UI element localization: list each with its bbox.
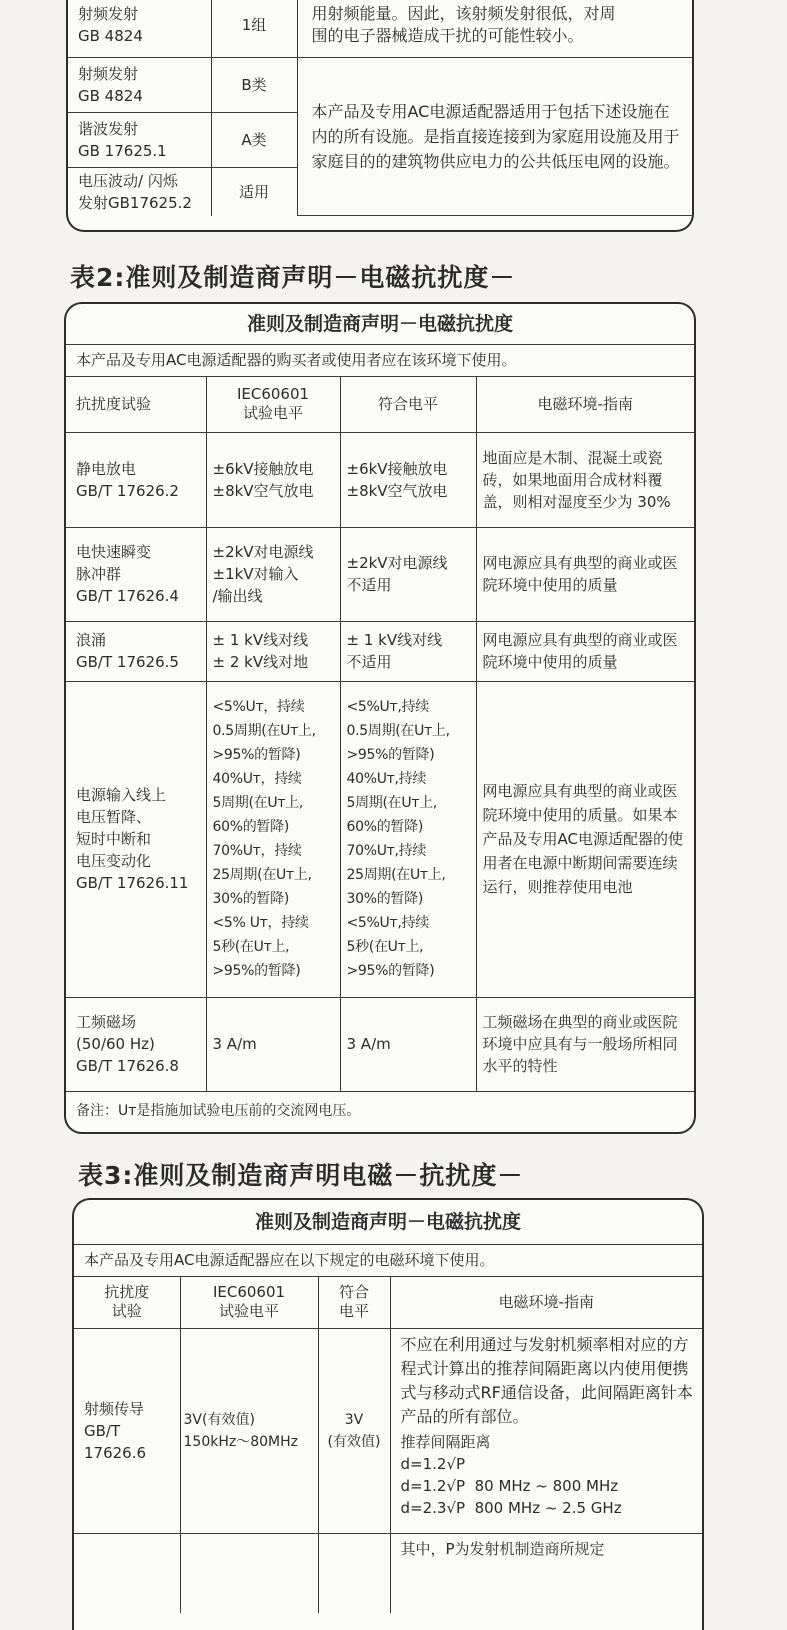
compliance-cell [318,1533,390,1613]
iec-level-cell: 3 A/m [206,997,340,1091]
compliance-cell: ±2kV对电源线 不适用 [340,527,476,621]
table-row [66,621,694,681]
compliance-cell: ±6kV接触放电 ±8kV空气放电 [340,432,476,527]
guidance-cell: 地面应是木制、混凝土或瓷砖，如果地面用合成材料覆盖，则相对湿度至少为 30% [476,432,694,527]
test-cell: 谐波发射 GB 17625.1 [68,112,211,167]
test-cell: 射频发射 GB 4824 [68,0,211,57]
header-cell: IEC60601 试验电平 [206,376,340,432]
table3 [74,1200,702,1613]
table-row [66,432,694,527]
test-cell [74,1533,180,1613]
iec-level-cell: 3V(有效值) 150kHz～80MHz [180,1328,318,1533]
test-cell: 电快速瞬变 脉冲群 GB/T 17626.4 [66,527,206,621]
formula-line: d=1.2√P 80 MHz ~ 800 MHz [400,1476,619,1495]
guidance-cell: 网电源应具有典型的商业或医院环境中使用的质量 [476,527,694,621]
header-cell: 符合 电平 [318,1276,390,1328]
merged-guidance-cell: 本产品及专用AC电源适配器适用于包括下述设施在内的所有设施。是指直接连接到为家庭用设施及用于家庭目的的建筑物供应电力的公共低压电网的设施。 [297,57,692,216]
table3-subtitle: 本产品及专用AC电源适配器应在以下规定的电磁环境下使用。 [74,1244,702,1276]
table2-section-title: 表2:准则及制造商声明－电磁抗扰度－ [70,263,516,292]
test-cell: 静电放电 GB/T 17626.2 [66,432,206,527]
iec-level-cell: ±6kV接触放电 ±8kV空气放电 [206,432,340,527]
guidance-cell: 网电源应具有典型的商业或医院环境中使用的质量 [476,621,694,681]
test-cell: 工频磁场 (50/60 Hz) GB/T 17626.8 [66,997,206,1091]
test-cell: 射频发射 GB 4824 [68,57,211,112]
formula-line: d=1.2√P [400,1454,466,1473]
test-cell: 浪涌 GB/T 17626.5 [66,621,206,681]
level-cell: B类 [211,57,297,112]
guidance-cell: 工频磁场在典型的商业或医院环境中应具有与一般场所相同水平的特性 [476,997,694,1091]
level-cell: 适用 [211,167,297,216]
table-row [66,997,694,1091]
compliance-cell: <5%Uт,持续 0.5周期(在Uт上, >95%的暂降) 40%Uт,持续 5周期(在Uт上, 60%的暂降) 70%Uт,持续 25周期(在Uт上, 30%的暂降) <5%Uт,持续 5秒(在Uт上, >95%的暂降) [340,681,476,997]
formula-line: d=2.3√P 800 MHz ~ 2.5 GHz [400,1498,622,1517]
guidance-tail: 其中，P为发射机制造商所规定 [390,1533,702,1613]
table2-box [64,302,696,1134]
table3-box [72,1198,704,1630]
table-row [68,0,692,57]
compliance-cell: 3 A/m [340,997,476,1091]
table-header-row [66,376,694,432]
table-row [74,1533,702,1613]
test-cell: 电源输入线上 电压暂降、 短时中断和 电压变动化 GB/T 17626.11 [66,681,206,997]
table2-subtitle: 本产品及专用AC电源适配器的购买者或使用者应在该环境下使用。 [66,344,694,376]
header-cell: 抗扰度试验 [66,376,206,432]
compliance-cell: 3V (有效值) [318,1328,390,1533]
iec-level-cell: ± 1 kV线对线 ± 2 kV线对地 [206,621,340,681]
guidance-cell: 用射频能量。因此，该射频发射很低，对周 围的电子器械造成干扰的可能性较小。 [297,0,692,57]
table3-title: 准则及制造商声明－电磁抗扰度 [74,1200,702,1244]
header-cell: 抗扰度 试验 [74,1276,180,1328]
header-cell: 符合电平 [340,376,476,432]
header-cell: 电磁环境-指南 [476,376,694,432]
guidance-cell: 网电源应具有典型的商业或医院环境中使用的质量。如果本产品及专用AC电源适配器的使用者在电源中断期间需要连续运行，则推荐使用电池 [476,681,694,997]
table-row [66,681,694,997]
iec-level-cell: <5%Uт，持续 0.5周期(在Uт上, >95%的暂降) 40%Uт，持续 5周期(在Uт上, 60%的暂降) 70%Uт，持续 25周期(在Uт上, 30%的暂降) <5% Uт，持续 5秒(在Uт上, >95%的暂降) [206,681,340,997]
compliance-cell: ± 1 kV线对线 不适用 [340,621,476,681]
table2-title: 准则及制造商声明－电磁抗扰度 [66,304,694,344]
table-header-row [74,1276,702,1328]
header-cell: 电磁环境-指南 [390,1276,702,1328]
iec-level-cell: ±2kV对电源线 ±1kV对输入 /输出线 [206,527,340,621]
table1 [68,0,692,216]
guidance-text: 不应在利用通过与发射机频率相对应的方程式计算出的推荐间隔距离以内使用便携式与移动式RF通信设备，此间隔距离针本产品的所有部位。 [400,1334,693,1426]
table-row [68,57,692,112]
table3-section-title: 表3:准则及制造商声明电磁－抗扰度－ [78,1161,524,1190]
guidance-cell [390,1328,702,1533]
iec-level-cell [180,1533,318,1613]
level-cell: A类 [211,112,297,167]
table2-note: 备注：Uт是指施加试验电压前的交流网电压。 [66,1091,694,1130]
table1-box [66,0,694,232]
table2 [66,304,694,1130]
table-row [74,1328,702,1533]
recommended-distance-label: 推荐间隔距离 [400,1432,491,1451]
test-cell: 电压波动/ 闪烁 发射GB17625.2 [68,167,211,216]
level-cell: 1组 [211,0,297,57]
table-row [66,527,694,621]
test-cell: 射频传导 GB/T 17626.6 [74,1328,180,1533]
header-cell: IEC60601 试验电平 [180,1276,318,1328]
